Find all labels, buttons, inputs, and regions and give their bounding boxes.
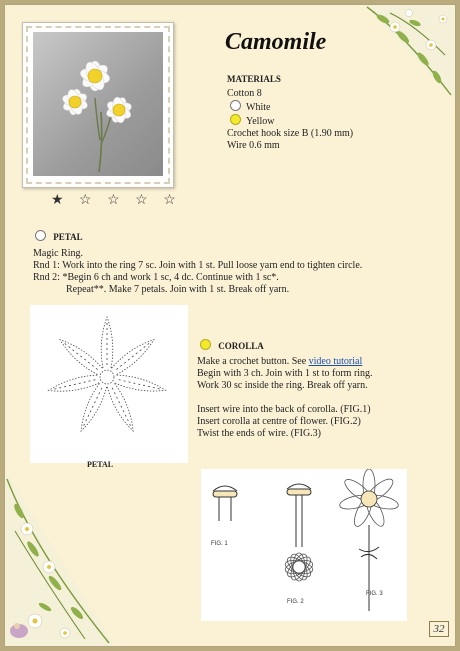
- corolla-line: Work 30 sc inside the ring. Break off yarn.: [197, 380, 368, 391]
- corolla-heading: COROLLA: [218, 341, 264, 351]
- page: [4, 4, 456, 647]
- corolla-line-text: Make a crochet button. See: [197, 356, 309, 367]
- white-swatch-icon: [230, 100, 241, 111]
- wire-line: Wire 0.6 mm: [227, 140, 280, 151]
- corolla-line: Insert corolla at centre of flower. (FIG.2): [197, 416, 361, 427]
- fig3-label: FIG. 3: [366, 591, 383, 597]
- petal-diagram-label: PETAL: [87, 460, 114, 469]
- materials-section: [227, 73, 353, 152]
- yellow-swatch-icon: [230, 114, 241, 125]
- floral-corner-decoration: [5, 471, 115, 646]
- petal-heading: PETAL: [53, 232, 83, 242]
- petal-line: Magic Ring.: [33, 248, 83, 259]
- difficulty-rating: ★ ☆ ☆ ☆ ☆: [51, 193, 182, 208]
- petal-crochet-diagram: [30, 305, 188, 463]
- corolla-line: [197, 356, 407, 368]
- camomile-photo: [33, 32, 163, 176]
- fig2-label: FIG. 2: [287, 599, 304, 605]
- white-swatch-icon: [35, 230, 46, 241]
- assembly-figures: [201, 469, 407, 621]
- corolla-line: Insert wire into the back of corolla. (FIG.1): [197, 404, 371, 415]
- color-white-row: [227, 100, 353, 114]
- product-photo-frame: [22, 22, 174, 188]
- page-number: 32: [429, 621, 449, 637]
- color-yellow-row: [227, 114, 353, 128]
- video-tutorial-link[interactable]: video tutorial: [308, 356, 363, 367]
- petal-line: Repeat**. Make 7 petals. Join with 1 st. Break off yarn.: [66, 284, 290, 295]
- corolla-line: Twist the ends of wire. (FIG.3): [197, 428, 321, 439]
- color-white-label: White: [246, 102, 271, 113]
- hook-line: Crochet hook size B (1.90 mm): [227, 128, 354, 139]
- corolla-heading-row: [197, 339, 264, 351]
- fig1-label: FIG. 1: [211, 541, 228, 547]
- petal-line: Rnd 2: *Begin 6 ch and work 1 sc, 4 dc. Continue with 1 sc*.: [33, 272, 279, 283]
- page-title: Camomile: [225, 29, 327, 55]
- materials-heading: MATERIALS: [227, 74, 281, 84]
- corolla-line: Begin with 3 ch. Join with 1 st to form ring.: [197, 368, 373, 379]
- corolla-instructions: [197, 356, 407, 440]
- petal-heading-row: [32, 230, 83, 242]
- yellow-swatch-icon: [200, 339, 211, 350]
- petal-instructions: [33, 248, 443, 296]
- color-yellow-label: Yellow: [246, 116, 275, 127]
- petal-line: Rnd 1: Work into the ring 7 sc. Join with 1 st. Pull loose yarn end to tighten circle.: [33, 260, 363, 271]
- floral-corner-decoration: [345, 5, 455, 101]
- yarn-line: Cotton 8: [227, 88, 262, 99]
